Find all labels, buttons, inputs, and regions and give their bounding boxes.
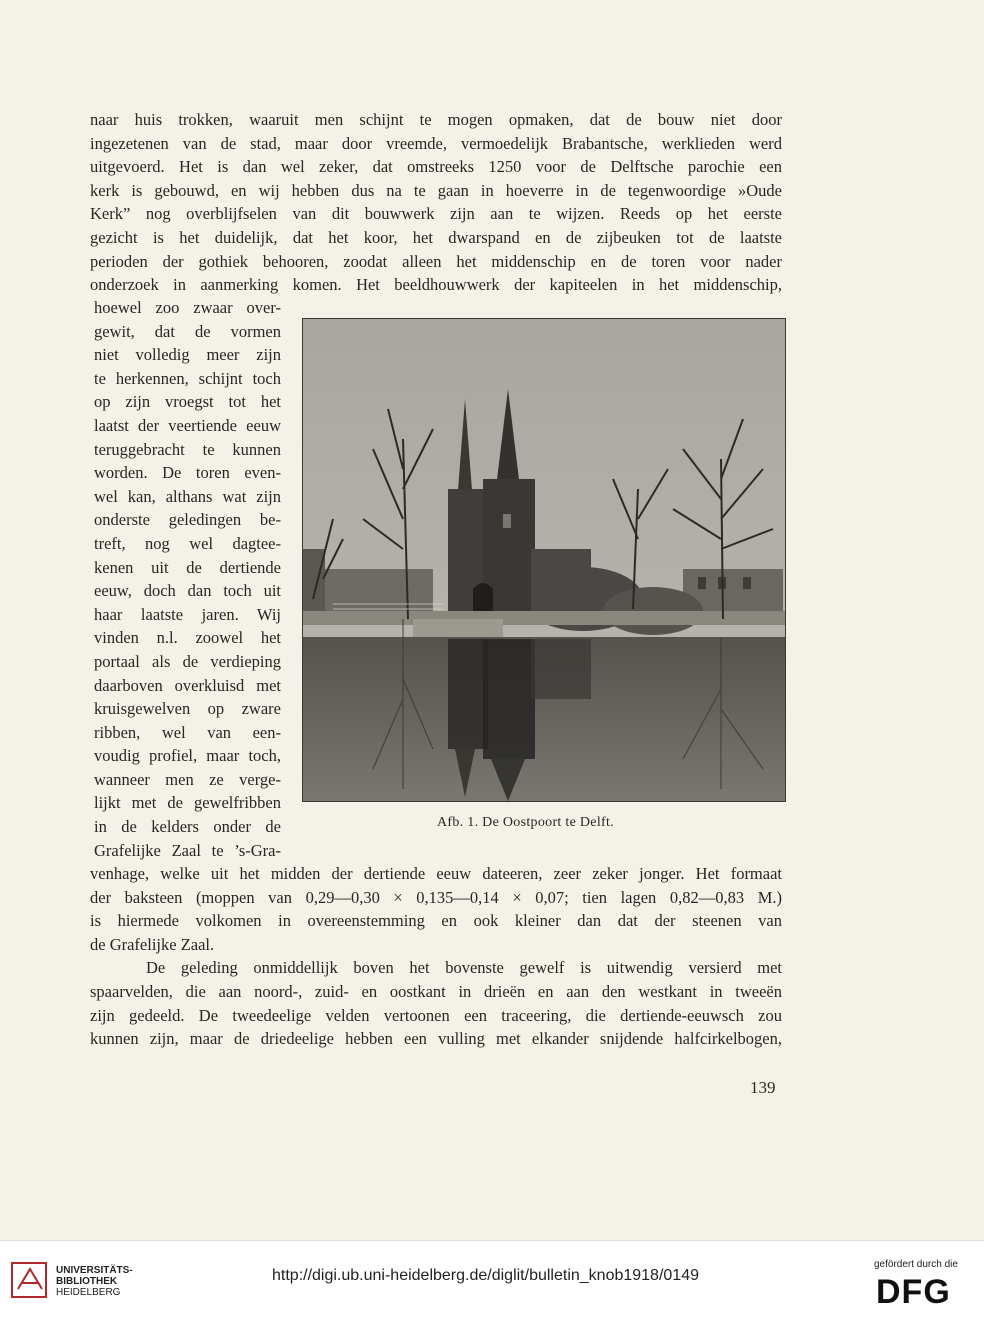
- text-line: te herkennen, schijnt toch: [94, 368, 281, 388]
- text-line: niet volledig meer zijn: [94, 345, 281, 365]
- text-line: onderste geledingen be-: [94, 510, 281, 530]
- text-line: teruggebracht te kunnen: [94, 439, 281, 459]
- text-line: onderzoek in aanmerking komen. Het beeldhouwwerk der kapiteelen in het middenschip,: [90, 275, 782, 295]
- text-line: vinden n.l. zoowel het: [94, 628, 281, 648]
- text-line: uitgevoerd. Het is dan wel zeker, dat omstreeks 1250 voor de Delftsche parochie een: [90, 157, 782, 177]
- text-line: zijn gedeeld. De tweedeelige velden vertoonen een traceering, die dertiende-eeuwsch zou: [90, 1005, 782, 1025]
- text-line: kruisgewelven op zware: [94, 699, 281, 719]
- text-line: naar huis trokken, waaruit men schijnt te mogen opmaken, dat de bouw niet door: [90, 110, 782, 129]
- text-line: laatst der veertiende eeuw: [94, 415, 281, 435]
- text-line: wanneer men ze verge-: [94, 769, 281, 789]
- text-line: is hiermede volkomen in overeenstemming en ook kleiner dan dat der steenen van: [90, 911, 782, 931]
- text-line: Kerk” nog overblijfselen van dit bouwwerk zijn aan te wijzen. Reeds op het eerste: [90, 204, 782, 224]
- oostpoort-photo-drawing: [303, 319, 785, 801]
- dfg-logo: DFG: [876, 1273, 951, 1311]
- text-line: perioden der gothiek behooren, zoodat alleen het middenschip en de toren voor nader: [90, 251, 782, 271]
- source-url-link[interactable]: http://digi.ub.uni-heidelberg.de/diglit/bulletin_knob1918/0149: [272, 1267, 699, 1284]
- text-line: gewit, dat de vormen: [94, 321, 281, 341]
- text-line: ribben, wel van een-: [94, 722, 281, 742]
- figure-caption: Afb. 1. De Oostpoort te Delft.: [437, 815, 614, 830]
- left-column-text: [94, 296, 281, 862]
- text-line: haar laatste jaren. Wij: [94, 604, 281, 624]
- text-line: treft, nog wel dagtee-: [94, 533, 281, 553]
- text-line: eeuw, doch dan toch uit: [94, 581, 281, 601]
- text-line: hoewel zoo zwaar over-: [94, 298, 281, 317]
- text-line: De geleding onmiddellijk boven het bovenste gewelf is uitwendig versierd met: [146, 958, 782, 978]
- text-line: kerk is gebouwd, en wij hebben dus na te gaan in hoeverre in de tegenwoordige »Oude: [90, 180, 782, 200]
- text-line: worden. De toren even-: [94, 463, 281, 483]
- text-line: wel kan, althans wat zijn: [94, 486, 281, 506]
- text-line: Grafelijke Zaal te ’s-Gra-: [94, 840, 281, 860]
- text-line: ingezetenen van de stad, maar door vreemde, vermoedelijk Brabantsche, werklieden werd: [90, 133, 782, 153]
- text-line: lijkt met de gewelfribben: [94, 793, 281, 813]
- text-line: daarboven overkluisd met: [94, 675, 281, 695]
- university-name: [56, 1265, 133, 1298]
- text-line: spaarvelden, die aan noord-, zuid- en oostkant in drieën en aan den westkant in tweeën: [90, 981, 782, 1001]
- text-line: de Grafelijke Zaal.: [90, 934, 215, 954]
- text-line: portaal als de verdieping: [94, 651, 281, 671]
- university-line: UNIVERSITÄTS-: [56, 1265, 133, 1276]
- university-seal-icon: [10, 1259, 50, 1304]
- text-line: in de kelders onder de: [94, 817, 281, 837]
- university-line: BIBLIOTHEK: [56, 1276, 118, 1287]
- text-line: kunnen zijn, maar de driedeelige hebben een vulling met elkander snijdende halfcirkelbogen,: [90, 1029, 782, 1049]
- text-line: voudig profiel, maar toch,: [94, 746, 281, 766]
- text-line: op zijn vroegst tot het: [94, 392, 281, 412]
- university-line: HEIDELBERG: [56, 1287, 121, 1298]
- text-line: venhage, welke uit het midden der dertiende eeuw dateeren, zeer zeker jonger. Het formaat: [90, 864, 782, 883]
- page-number: 139: [750, 1078, 776, 1097]
- text-line: gezicht is het duidelijk, dat het koor, het dwarspand en de zijbeuken tot de laatste: [90, 227, 782, 247]
- text-line: der baksteen (moppen van 0,29—0,30 × 0,135—0,14 × 0,07; tien lagen 0,82—0,83 M.): [90, 887, 782, 907]
- bottom-paragraphs: [90, 862, 782, 1051]
- sponsor-label: gefördert durch die: [874, 1259, 958, 1270]
- footer-bar: [0, 1240, 984, 1319]
- top-paragraph: [90, 108, 782, 297]
- figure-photo-oostpoort: [302, 318, 786, 802]
- text-line: kenen uit de dertiende: [94, 557, 281, 577]
